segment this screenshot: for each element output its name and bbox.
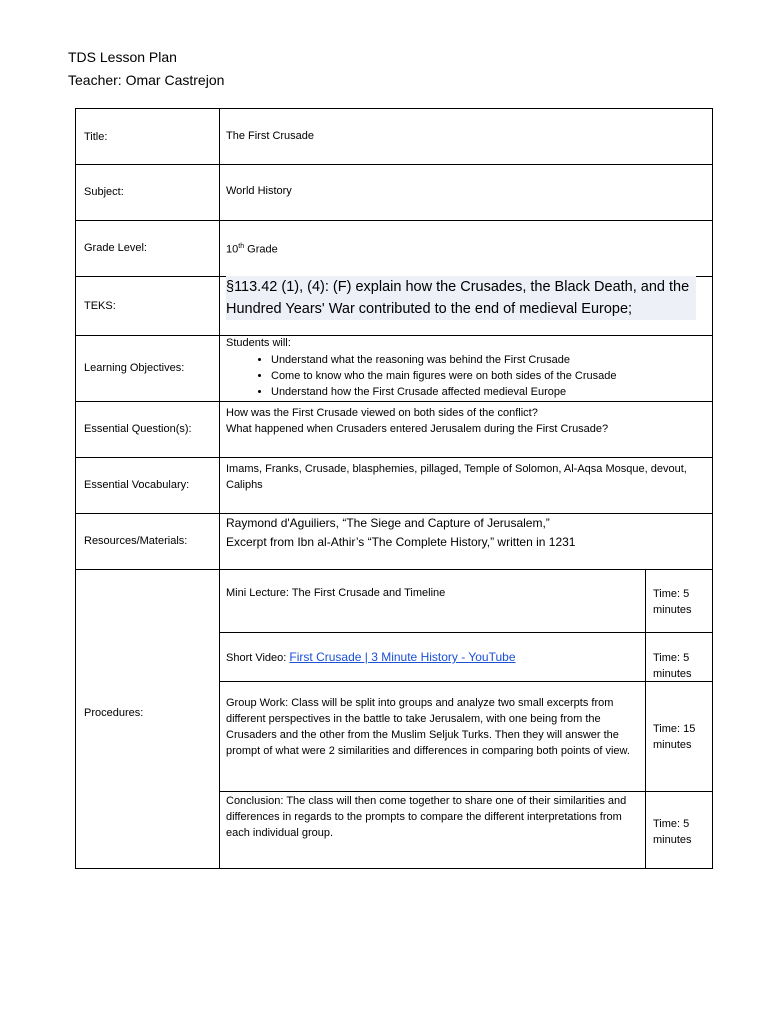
row-divider	[76, 569, 712, 570]
procedure-step-group-work: Group Work: Class will be split into groups and analyze two small excerpts from different perspectives in the battle to take Jerusalem, with one being from the Crusaders and the other from the Muslim Seljuk Turks. Then they will answer the prompt of what were 2 similarities and differences in comparing both points of view.	[226, 697, 630, 757]
question-2: What happened when Crusaders entered Jerusalem during the First Crusade?	[226, 423, 609, 435]
resource-1: Raymond d'Aguiliers, “The Siege and Capture of Jerusalem,”	[226, 516, 550, 530]
document-title: TDS Lesson Plan	[68, 49, 177, 65]
objectives-intro: Students will:	[226, 337, 291, 349]
video-link[interactable]: First Crusade | 3 Minute History - YouTube	[289, 650, 516, 664]
procedures-label: Procedures:	[84, 707, 144, 719]
list-item: • Come to know who the main figures were on both sides of the Crusade	[271, 368, 706, 384]
objectives-label: Learning Objectives:	[84, 362, 185, 374]
lesson-plan-table	[75, 108, 713, 869]
questions-value	[226, 405, 706, 437]
procedure-step-conclusion: Conclusion: The class will then come together to share one of their similarities and differences in regards to the prompts to compare the different interpretations from each individual group.	[226, 795, 627, 839]
procedure-time: Time: 15 minutes	[653, 723, 696, 751]
resource-2: Excerpt from Ibn al-Athir’s “The Complete History,” written in 1231	[226, 535, 576, 549]
column-divider	[219, 109, 220, 868]
procedure-divider	[219, 681, 712, 682]
objectives-list	[226, 352, 706, 400]
subject-label: Subject:	[84, 186, 124, 198]
procedure-step-video: Short Video: First Crusade | 3 Minute History - YouTube	[226, 650, 516, 664]
vocabulary-value: Imams, Franks, Crusade, blasphemies, pillaged, Temple of Solomon, Al-Aqsa Mosque, devout, Caliphs	[226, 463, 687, 491]
time-column-divider	[645, 569, 646, 868]
objectives-value	[226, 335, 706, 400]
row-divider	[76, 220, 712, 221]
question-1: How was the First Crusade viewed on both sides of the conflict?	[226, 407, 538, 419]
grade-value: 10th Grade	[226, 243, 278, 256]
resources-value	[226, 514, 706, 552]
grade-label: Grade Level:	[84, 242, 147, 254]
procedure-divider	[219, 791, 712, 792]
list-item: • Understand what the reasoning was behind the First Crusade	[271, 352, 706, 368]
title-value: The First Crusade	[226, 130, 315, 142]
row-divider	[76, 401, 712, 402]
title-label: Title:	[84, 131, 108, 143]
procedure-time: Time: 5 minutes	[653, 652, 692, 680]
row-divider	[76, 164, 712, 165]
teks-value: §113.42 (1), (4): (F) explain how the Crusades, the Black Death, and the Hundred Years' War contributed to the end of medieval Europe;	[226, 276, 696, 320]
procedure-time: Time: 5 minutes	[653, 588, 692, 616]
list-item: • Understand how the First Crusade affected medieval Europe	[271, 384, 706, 400]
procedure-step-lecture: Mini Lecture: The First Crusade and Timeline	[226, 587, 446, 599]
row-divider	[76, 457, 712, 458]
procedure-time: Time: 5 minutes	[653, 818, 692, 846]
vocabulary-label: Essential Vocabulary:	[84, 479, 190, 491]
questions-label: Essential Question(s):	[84, 423, 192, 435]
subject-value: World History	[226, 185, 292, 197]
procedure-divider	[219, 632, 712, 633]
teacher-name: Teacher: Omar Castrejon	[68, 72, 225, 88]
resources-label: Resources/Materials:	[84, 535, 188, 547]
teks-label: TEKS:	[84, 300, 116, 312]
